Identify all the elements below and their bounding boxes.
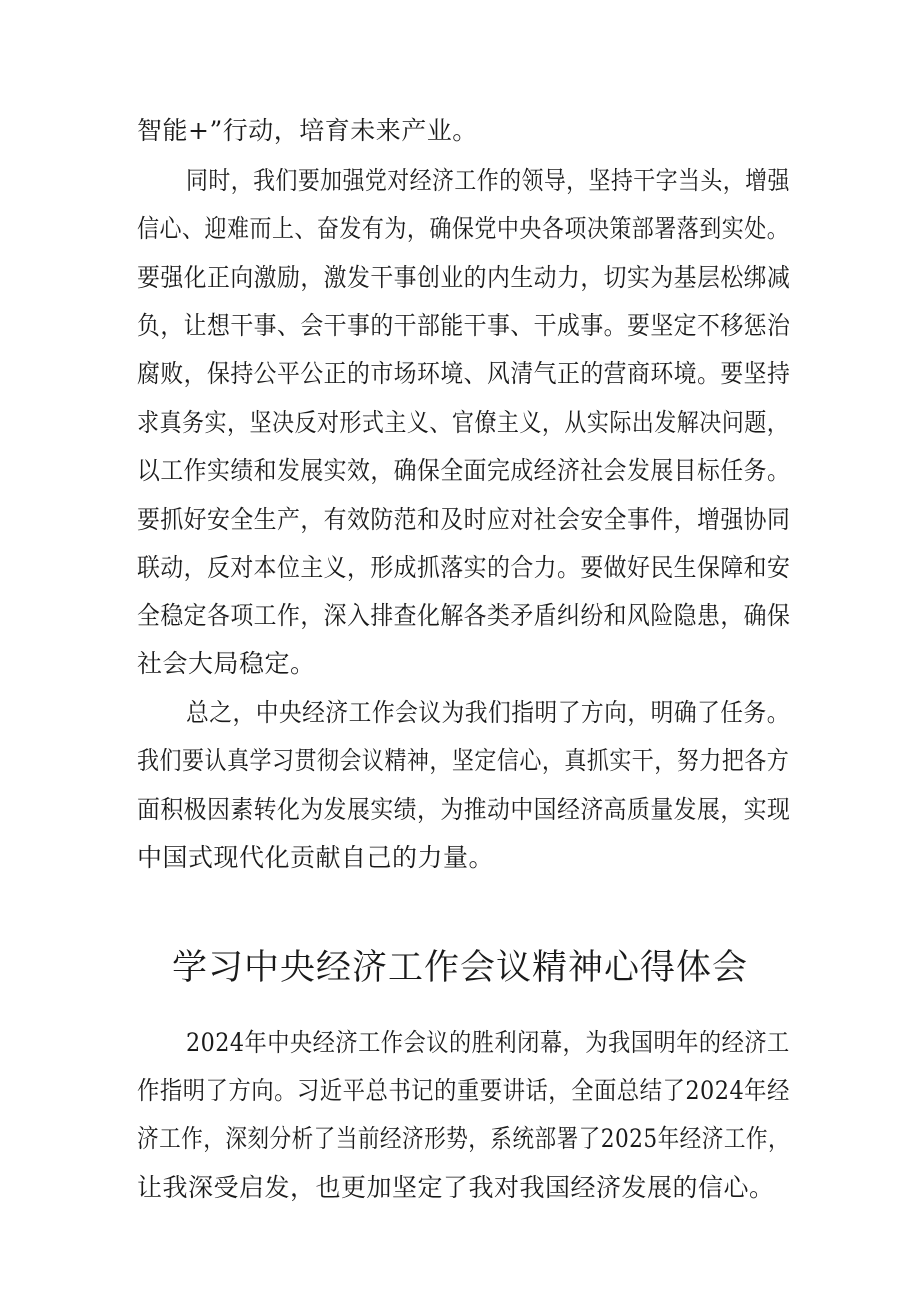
paragraph-line: 同时，我们要加强党对经济工作的领导，坚持干字当头，增强: [186, 166, 790, 195]
paragraph-line: 要强化正向激励，激发干事创业的内生动力，切实为基层松绑减: [137, 263, 791, 292]
paragraph-line: 让我深受启发，也更加坚定了我对我国经济发展的信心。: [137, 1173, 775, 1202]
paragraph-line: 联动，反对本位主义，形成抓落实的合力。要做好民生保障和安: [137, 553, 791, 582]
paragraph-line: 腐败，保持公平公正的市场环境、风清气正的营商环境。要坚持: [137, 359, 791, 388]
paragraph-line: 我们要认真学习贯彻会议精神，坚定信心，真抓实干，努力把各方: [137, 746, 790, 775]
paragraph-line: 要抓好安全生产，有效防范和及时应对社会安全事件，增强协同: [137, 505, 791, 534]
paragraph-line: 2024年中央经济工作会议的胜利闭幕，为我国明年的经济工: [186, 1028, 790, 1057]
paragraph-line: 社会大局稳定。: [137, 649, 316, 678]
paragraph-line: 作指明了方向。习近平总书记的重要讲话，全面总结了2024年经: [137, 1076, 790, 1105]
paragraph-line: 智能+”行动，培育未来产业。: [137, 116, 478, 145]
paragraph-line: 以工作实绩和发展实效，确保全面完成经济社会发展目标任务。: [137, 456, 791, 485]
paragraph-line: 面积极因素转化为发展实绩，为推动中国经济高质量发展，实现: [137, 795, 791, 824]
paragraph-line: 求真务实，坚决反对形式主义、官僚主义，从实际出发解决问题，: [137, 408, 790, 437]
paragraph-line: 中国式现代化贡献自己的力量。: [137, 843, 495, 872]
paragraph-line: 全稳定各项工作，深入排查化解各类矛盾纠纷和风险隐患，确保: [137, 601, 791, 630]
paragraph-line: 总之，中央经济工作会议为我们指明了方向，明确了任务。: [186, 698, 791, 727]
article-title: 学习中央经济工作会议精神心得体会: [171, 948, 748, 988]
paragraph-line: 济工作，深刻分析了当前经济形势，系统部署了2025年经济工作，: [137, 1124, 791, 1153]
paragraph-line: 信心、迎难而上、奋发有为，确保党中央各项决策部署落到实处。: [137, 214, 790, 243]
paragraph-line: 负，让想干事、会干事的干部能干事、干成事。要坚定不移惩治: [137, 311, 791, 340]
